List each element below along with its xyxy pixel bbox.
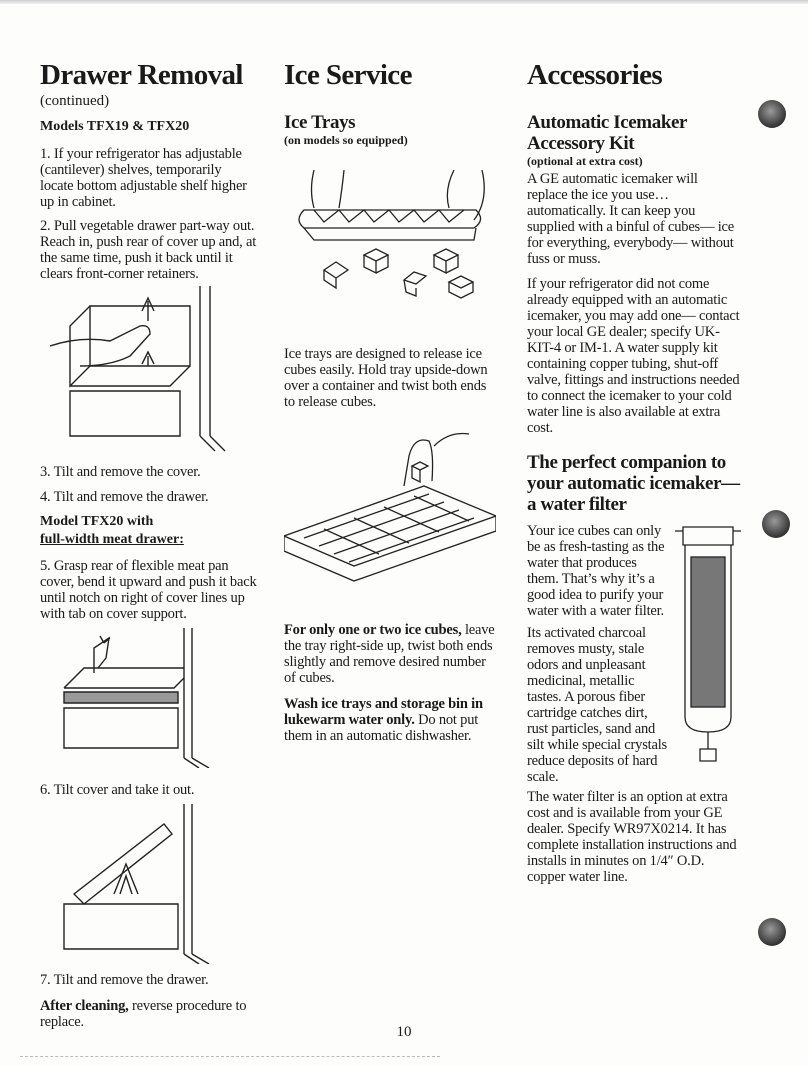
step-3: 3. Tilt and remove the cover.: [40, 464, 201, 480]
after-cleaning-bold: After cleaning,: [40, 998, 129, 1014]
step-6: 6. Tilt cover and take it out.: [40, 782, 195, 798]
binder-hole-middle: [762, 510, 790, 538]
continued-label: (continued): [40, 93, 110, 109]
ice-tray-upside-down-illustration: [284, 170, 496, 320]
icemaker-kit-paragraph: If your refrigerator did not come already equipped with an automatic icemaker, you may add one— contact your local GE dealer; specify UK-KIT-4 or IM-1. A water supply kit containing copper tubing, shut-off valve, fittings and instructions needed to connect the icemaker to your cold water line is also available at extra cost.: [527, 276, 740, 436]
fresh-tasting-paragraph: Your ice cubes can only be as fresh-tasting as the water that produces them. That’s why it’s a good idea to purify your water with a water filter.: [527, 523, 665, 619]
top-edge: [0, 0, 808, 4]
icemaker-kit-heading-line1: Automatic Icemaker: [527, 112, 688, 133]
step-2: 2. Pull vegetable drawer part-way out. Reach in, push rear of cover up and, at the same time, push it back until it clears front-corner retainers.: [40, 218, 257, 282]
after-cleaning-rest: reverse procedure to replace.: [40, 998, 247, 1030]
step-1: 1. If your refrigerator has adjustable (cantilever) shelves, temporarily locate bottom adjustable shelf higher up in cabinet.: [40, 146, 247, 210]
water-filter-heading-line2: your automatic icemaker—: [527, 473, 740, 494]
binder-hole-top: [758, 100, 786, 128]
wash-trays-bold: Wash ice trays and storage bin in lukewarm water only.: [284, 696, 483, 728]
ice-tray-twist-illustration: [284, 426, 496, 586]
icemaker-kit-heading-line2: Accessory Kit: [527, 133, 635, 154]
filter-option-paragraph: The water filter is an option at extra cost and is available from your GE dealer. Specify WR97X0214. It has complete installation instructions and installs in minutes on 1/4″ O.D. copper water line.: [527, 789, 737, 885]
ice-trays-paragraph: Ice trays are designed to release ice cubes easily. Hold tray upside-down over a container and twist both ends to release cubes.: [284, 346, 488, 410]
page-number: 10: [396, 1024, 412, 1040]
optional-cost-note: (optional at extra cost): [527, 154, 643, 168]
models-equipped-note: (on models so equipped): [284, 133, 408, 147]
wash-trays-rest: Do not put them in an automatic dishwasher.: [284, 712, 479, 744]
one-or-two-cubes-bold: For only one or two ice cubes,: [284, 622, 462, 638]
tilt-cover-illustration: [54, 804, 254, 964]
after-cleaning-note: [40, 998, 258, 1030]
step-5: 5. Grasp rear of flexible meat pan cover, bend it upward and push it back until notch on right of cover lines up with tab on cover support.: [40, 558, 257, 622]
accessories-title: Accessories: [527, 59, 663, 91]
ice-service-title: Ice Service: [284, 59, 412, 91]
drawer-removal-title: Drawer Removal: [40, 59, 243, 91]
drawer-cover-illustration: [50, 286, 250, 456]
ice-service-column: [284, 58, 496, 744]
bottom-edge: [20, 1056, 440, 1058]
one-or-two-cubes-paragraph: [284, 622, 496, 686]
water-filter-illustration: [675, 517, 741, 767]
step-7: 7. Tilt and remove the drawer.: [40, 972, 209, 988]
water-filter-section: [527, 523, 741, 785]
icemaker-paragraph: A GE automatic icemaker will replace the ice you use… automatically. It can keep you supplied with a binful of cubes— ice for everything, everybody— without fuss or muss.: [527, 171, 735, 267]
models-heading: Models TFX19 & TFX20: [40, 119, 190, 134]
drawer-removal-column: [40, 58, 258, 1030]
wash-trays-paragraph: [284, 696, 496, 744]
meat-drawer-heading: full-width meat drawer:: [40, 532, 184, 547]
binder-hole-bottom: [758, 918, 786, 946]
one-or-two-cubes-rest: leave the tray right-side up, twist both ends slightly and remove desired number of cubes.: [284, 622, 495, 686]
water-filter-heading-line3: a water filter: [527, 494, 627, 515]
meat-pan-illustration: [54, 628, 254, 768]
water-filter-heading-line1: The perfect companion to: [527, 452, 726, 473]
step-4: 4. Tilt and remove the drawer.: [40, 489, 209, 505]
ice-trays-heading: Ice Trays: [284, 112, 356, 133]
charcoal-paragraph: Its activated charcoal removes musty, stale odors and unpleasant medicinal, metallic tastes. A porous fiber cartridge catches dirt, rust particles, sand and silt while special crystals reduce deposits of hard scale.: [527, 625, 667, 785]
accessories-column: [527, 58, 741, 885]
model-tfx20-heading: Model TFX20 with: [40, 514, 154, 529]
